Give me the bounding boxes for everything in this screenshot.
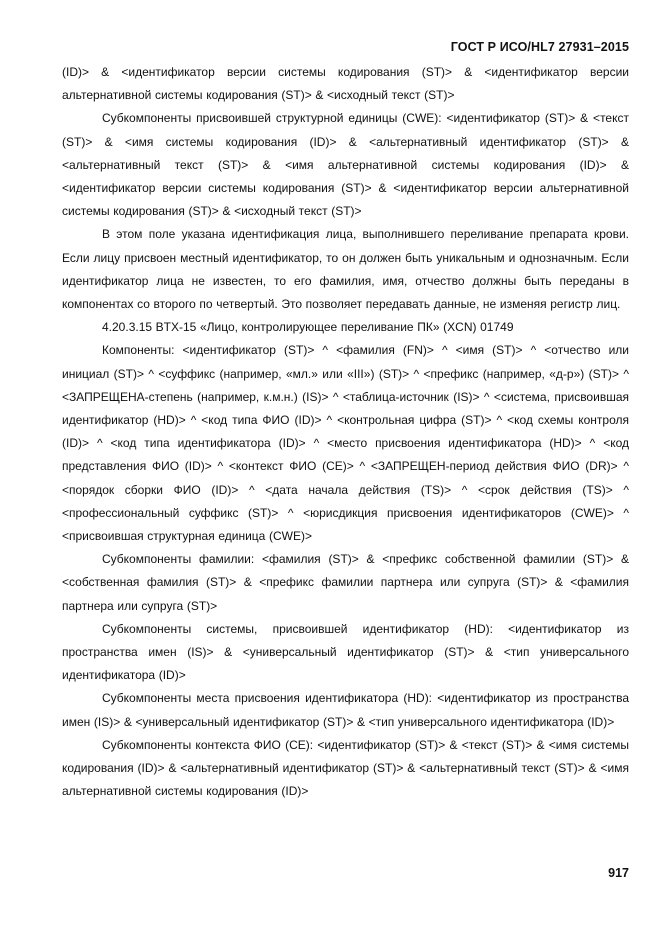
paragraph-assigning-system-subcomponents: Субкомпоненты системы, присвоившей идентификатор (HD): <идентификатор из пространства имен (IS)> & <универсальный идентификатор (ST)> & <тип универсального идентификатора (ID)> [62, 621, 629, 683]
document-header-standard-id: ГОСТ Р ИСО/HL7 27931–2015 [450, 40, 629, 54]
page-number: 917 [608, 866, 629, 880]
paragraph-assigning-facility-subcomponents: Субкомпоненты места присвоения идентификатора (HD): <идентификатор из пространства имен (IS)> & <универсальный идентификатор (ST)> & <тип универсального идентификатора (ID)> [62, 691, 629, 729]
paragraph-field-description: В этом поле указана идентификация лица, выполнившего переливание препарата крови. Если лицу присвоен местный идентификатор, то он должен быть уникальным и однозначным. Если идентификатор лица не известен, то его фамилия, имя, отчество должны быть переданы в компонентах со второго по четвертый. Это позволяет передавать данные, не изменяя регистр лиц. [62, 227, 629, 312]
paragraph-cwe-continuation: (ID)> & <идентификатор версии системы кодирования (ST)> & <идентификатор версии альтернативной системы кодирования (ST)> & <исходный текст (ST)> [62, 65, 629, 103]
paragraph-surname-subcomponents: Субкомпоненты фамилии: <фамилия (ST)> & <префикс собственной фамилии (ST)> & <собственная фамилия (ST)> & <префикс фамилии партнера или супруга (ST)> & <фамилия партнера или супруга (ST)> [62, 552, 629, 613]
paragraph-xcn-components: Компоненты: <идентификатор (ST)> ^ <фамилия (FN)> ^ <имя (ST)> ^ <отчество или инициал (ST)> ^ <суффикс (например, «мл.» или «III») (ST)> ^ <префикс (например, «д-р») (ST)> ^ <ЗАПРЕЩЕНА-степень (например, к.м.н.) (IS)> ^ <таблица-источник (IS)> ^ <система, присвоившая идентификатор (HD)> ^ <код типа ФИО (ID)> ^ <контрольная цифра (ST)> ^ <код схемы контроля (ID)> ^ <код типа идентификатора (ID)> ^ <место присвоения идентификатора (HD)> ^ <код представления ФИО (ID)> ^ <контекст ФИО (CE)> ^ <ЗАПРЕЩЕН-период действия ФИО (DR)> ^ <порядок сборки ФИО (ID)> ^ <дата начала действия (TS)> ^ <срок действия (TS)> ^ <профессиональный суффикс (ST)> ^ <юрисдикция присвоения идентификаторов (CWE)> ^ <присвоившая структурная единица (CWE)> [62, 343, 629, 544]
paragraph-name-context-subcomponents: Субкомпоненты контекста ФИО (CE): <идентификатор (ST)> & <текст (ST)> & <имя системы кодирования (ID)> & <альтернативный идентификатор (ST)> & <альтернативный текст (ST)> & <имя альтернативной системы кодирования (ID)> [62, 737, 629, 799]
document-body [62, 61, 629, 804]
section-heading-btx-15: 4.20.3.15 BTX-15 «Лицо, контролирующее переливание ПК» (XCN) 01749 [102, 320, 514, 335]
paragraph-cwe-subcomponents: Субкомпоненты присвоившей структурной единицы (CWE): <идентификатор (ST)> & <текст (ST)> & <имя системы кодирования (ID)> & <альтернативный идентификатор (ST)> & <альтернативный текст (ST)> & <имя альтернативной системы кодирования (ID)> & <идентификатор версии системы кодирования (ST)> & <идентификатор версии альтернативной системы кодирования (ST)> & <исходный текст (ST)> [62, 111, 629, 219]
